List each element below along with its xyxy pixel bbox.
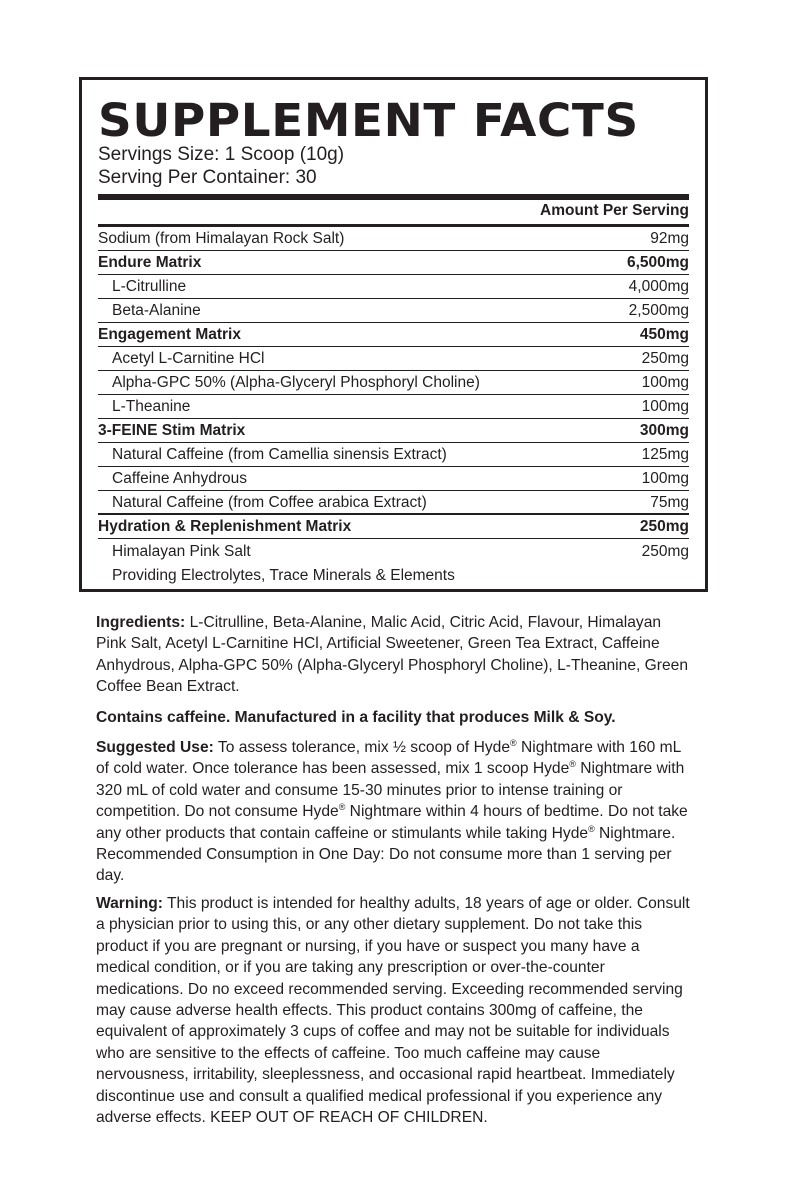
- table-row: [98, 323, 689, 347]
- row-name: Acetyl L-Carnitine HCl: [112, 350, 265, 367]
- row-amount: 4,000mg: [628, 278, 689, 295]
- ingredients-label: Ingredients:: [96, 614, 186, 631]
- row-name: Providing Electrolytes, Trace Minerals & Elements: [112, 566, 455, 584]
- warning-paragraph: [96, 893, 694, 1128]
- row-name: Beta-Alanine: [112, 302, 201, 319]
- row-name: Alpha-GPC 50% (Alpha-Glyceryl Phosphoryl Choline): [112, 374, 480, 391]
- row-name: Natural Caffeine (from Camellia sinensis Extract): [112, 446, 447, 463]
- table-row: [98, 419, 689, 443]
- suggested-use-paragraph: [96, 737, 694, 887]
- row-name: Hydration & Replenishment Matrix: [98, 518, 352, 535]
- row-amount: 250mg: [641, 542, 689, 560]
- suggested-use-label: Suggested Use:: [96, 739, 214, 756]
- row-amount: 300mg: [639, 422, 689, 439]
- nutrient-table: [98, 227, 689, 587]
- row-amount: 2,500mg: [628, 302, 689, 319]
- table-row: [98, 371, 689, 395]
- table-row: [98, 299, 689, 323]
- ingredients-text: L-Citrulline, Beta-Alanine, Malic Acid, Citric Acid, Flavour, Himalayan Pink Salt, Acetyl L-Carnitine HCl, Artificial Sweetener, Green Tea Extract, Caffeine Anhydrous, Alpha-GPC 50% (Alpha-Glyceryl Phosphoryl Choline), L-Theanine, Green Coffee Bean Extract.: [96, 614, 688, 696]
- suggested-use-text: Nightmare within 4 hours of bedtime. Do not take any other products that contain caffeine or stimulants while taking Hyde: [96, 803, 688, 842]
- table-row: [98, 347, 689, 371]
- contains-statement: Contains caffeine. Manufactured in a facility that produces Milk & Soy.: [96, 709, 616, 726]
- row-amount: 75mg: [650, 493, 689, 511]
- row-name: Caffeine Anhydrous: [112, 470, 248, 487]
- row-amount: 250mg: [641, 350, 689, 367]
- suggested-use-text: Nightmare with 320 mL of cold water and consume 15-30 minutes prior to intense training or competition. Do not consume Hyde: [96, 760, 685, 821]
- row-amount: 100mg: [641, 470, 689, 487]
- serving-size: Servings Size: 1 Scoop (10g): [98, 144, 345, 165]
- registered-mark: ®: [588, 823, 595, 834]
- table-row: [98, 467, 689, 491]
- row-amount: 100mg: [641, 374, 689, 391]
- registered-mark: ®: [338, 802, 346, 813]
- warning-label: Warning:: [96, 895, 163, 912]
- table-row: [98, 227, 689, 251]
- row-amount: 450mg: [639, 326, 689, 343]
- row-amount: 92mg: [650, 230, 689, 247]
- suggested-use-text: Nightmare. Recommended Consumption in One Day: Do not consume more than 1 serving per day.: [96, 824, 676, 885]
- suggested-use-text: Nightmare with 160 mL of cold water. Once tolerance has been assessed, mix 1 scoop Hyde: [96, 739, 681, 778]
- table-row: [98, 251, 689, 275]
- row-name: Endure Matrix: [98, 254, 202, 271]
- row-name: L-Theanine: [112, 398, 191, 415]
- row-amount: 125mg: [641, 446, 689, 463]
- panel-title: SUPPLEMENT FACTS: [98, 94, 639, 147]
- row-amount: 100mg: [641, 398, 689, 415]
- row-name: L-Citrulline: [112, 278, 187, 295]
- table-row: [98, 515, 689, 539]
- row-name: Sodium (from Himalayan Rock Salt): [98, 230, 345, 247]
- table-row: [98, 275, 689, 299]
- row-name: Himalayan Pink Salt: [112, 542, 251, 560]
- row-amount: 6,500mg: [626, 254, 689, 271]
- row-name: Engagement Matrix: [98, 326, 241, 343]
- table-row: [98, 443, 689, 467]
- ingredients-paragraph: [96, 612, 694, 698]
- table-row: [98, 491, 689, 515]
- registered-mark: ®: [510, 738, 517, 748]
- servings-per-container: Serving Per Container: 30: [98, 167, 317, 188]
- suggested-use-text: To assess tolerance, mix ½ scoop of Hyde: [213, 739, 510, 756]
- amount-per-serving-header: Amount Per Serving: [540, 202, 689, 219]
- row-name: 3-FEINE Stim Matrix: [98, 422, 246, 439]
- row-amount: 250mg: [639, 518, 689, 535]
- table-row: [98, 395, 689, 419]
- supplement-facts-panel: [79, 77, 708, 592]
- registered-mark: ®: [569, 759, 576, 770]
- table-row: [98, 539, 689, 563]
- row-name: Natural Caffeine (from Coffee arabica Extract): [112, 493, 427, 511]
- warning-text: This product is intended for healthy adults, 18 years of age or older. Consult a physician prior to using this, or any other dietary supplement. Do not take this product if you are pregnant or nursing, if you have or suspect you many have a medical condition, or if you are taking any prescription or over-the-counter medications. Do no exceed recommended serving. Exceeding recommended serving may cause adverse health effects. This product contains 300mg of caffeine, the equivalent of approximately 3 cups of coffee and may not be suitable for individuals who are sensitive to the effects of caffeine. Too much caffeine may cause nervousness, irritability, sleeplessness, and occasional rapid heartbeat. Immediately discontinue use and consult a qualified medical professional if you experience any adverse effects. KEEP OUT OF REACH OF CHILDREN.: [96, 895, 690, 1127]
- table-row: [98, 563, 689, 587]
